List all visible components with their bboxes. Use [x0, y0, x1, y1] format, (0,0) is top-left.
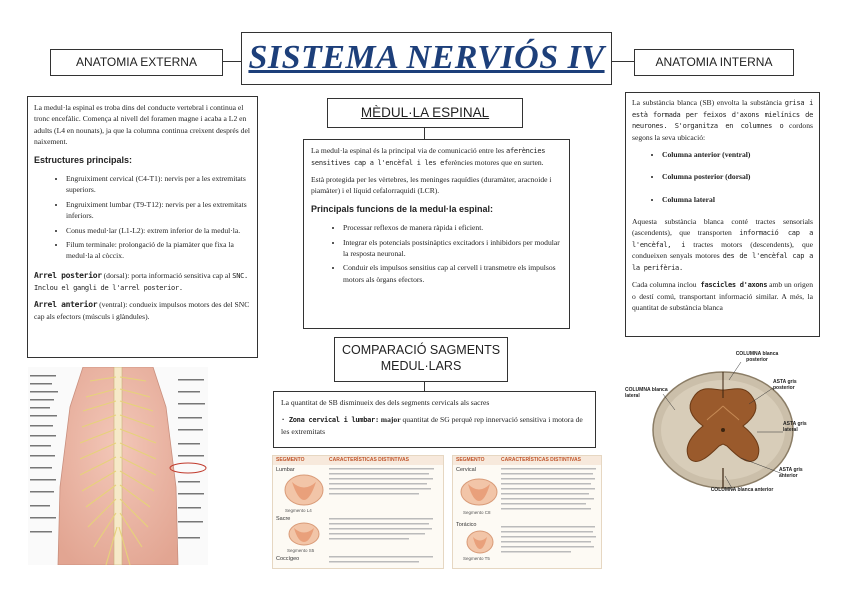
label-cervical: Cervical: [456, 467, 476, 473]
page-title: SISTEMA NERVIÓS IV: [248, 39, 605, 76]
col-caract: CARACTERÍSTICAS DISTINTIVAS: [501, 457, 581, 463]
columns-list: [632, 149, 813, 205]
text-hand: · Zona cervical i lumbar:: [281, 416, 379, 425]
label-seg-t5: Segmento T5: [463, 556, 490, 561]
list-item: • Columna lateral: [662, 194, 813, 205]
label-col-lat: COLUMNA blanca lateral: [625, 387, 668, 399]
header-label: ANATOMIA EXTERNA: [76, 55, 197, 69]
label-seg-c8: Segmento C8: [463, 510, 491, 515]
text-span: erències motores que en surten.: [448, 157, 544, 167]
label-toracic: Torácico: [456, 522, 477, 528]
list-item: • Engruiximent cervical (C4-T1): nervis per a les extremitats superiors.: [66, 173, 251, 196]
connector-center: [424, 128, 425, 139]
compare-line1: La quantitat de SB disminueix des dels segments cervicals als sacres: [281, 398, 490, 407]
connector-right: [612, 61, 634, 62]
list-item: • Engruiximent lumbar (T9-T12): nervis per a les extremitats inferiors.: [66, 199, 251, 222]
anterior-text: (ventral): condueix impulsos motors des del SNC cap als efectors (músculs i glàndules).: [34, 300, 250, 322]
back-anatomy-image: [28, 367, 208, 565]
header-label: ANATOMIA INTERNA: [655, 55, 773, 69]
list-item: • Integrar els potencials postsinàptics excitadors i inhibidors per modular la resposta neuronal.: [343, 237, 562, 260]
list-item: • Processar reflexos de manera ràpida i eficient.: [343, 222, 562, 233]
connector-compare: [424, 382, 425, 391]
posterior-label: Arrel posterior: [34, 270, 102, 280]
list-item: • Conus medul·lar (L1-L2): extrem inferior de la medul·la.: [66, 225, 251, 236]
structures-title: Estructures principals:: [34, 154, 133, 165]
header-line1: COMPARACIÓ SAGMENTS: [341, 343, 501, 357]
list-item: • Columna posterior (dorsal): [662, 171, 813, 182]
label-asta-post: ASTA gris posterior: [773, 379, 797, 391]
col-segment: SEGMENTO: [276, 457, 305, 463]
label-asta-lat: ASTA gris lateral: [783, 421, 807, 433]
text-span: quantitat de SG perquè rep innervació sensitiva i motora de les extremitats: [281, 415, 583, 436]
label-seg-s5: Segmento S5: [287, 548, 315, 553]
text-span: amb un origen o destí comú, transportant informació similar. A més, la quantitat de substància blanca: [632, 280, 814, 313]
center-text-box: [303, 139, 570, 329]
text-lines-left: [329, 468, 439, 568]
header-medulla-espinal: [327, 98, 523, 128]
col-caract: CARACTERÍSTICAS DISTINTIVAS: [329, 457, 409, 463]
center-p1: [311, 145, 562, 168]
center-p2: Està protegida per les vèrtebres, les meninges raquídies (duramàter, aracnoide i piamàter) i el líquid cefalorraquidi (LCR).: [311, 175, 552, 196]
segment-table-left: [272, 455, 444, 569]
right-p2: [632, 216, 813, 273]
title-box: [241, 32, 612, 85]
table-header-bar: [273, 456, 443, 465]
text-span: La substància blanca (SB) envolta la substància: [632, 98, 782, 107]
left-text-box: [27, 96, 258, 358]
col-segment: SEGMENTO: [456, 457, 485, 463]
header-comparacio: [334, 337, 508, 382]
cross-section-sacre: [287, 521, 321, 547]
label-col-ant: COLUMNA blanca anterior: [710, 487, 774, 493]
segment-table-right: [452, 455, 602, 569]
label-col-post: COLUMNA blanca posterior: [735, 351, 779, 363]
anterior-label: Arrel anterior: [34, 300, 98, 310]
label-seg-l4: Segmento L4: [285, 508, 312, 513]
functions-list: [311, 222, 562, 285]
label-sacre: Sacre: [276, 516, 291, 522]
label-coccigi: Coccígeo: [276, 556, 300, 562]
text-lines-right: [501, 468, 599, 568]
text-span: Aquesta substància blanca conté tractes sensorials (ascendents), que transporten: [632, 217, 813, 238]
cross-section-toracic: [465, 529, 495, 555]
label-lumbar: Lumbar: [276, 467, 295, 473]
header-label: MÈDUL·LA ESPINAL: [360, 105, 490, 120]
text-span: Cada columna inclou: [632, 280, 697, 290]
list-item: • Filum terminale: prolongació de la piamàter que fixa la medul·la al còccix.: [66, 239, 251, 262]
text-hand: grisa i està formada per feixos d'axons mielínics de neurones. S'organitza en columnes o: [632, 99, 813, 130]
spinal-nerves-illustration: [28, 367, 208, 565]
spinal-cord-cross-section: [623, 350, 819, 500]
cross-section-lumbar: [283, 473, 325, 507]
structures-list: [34, 173, 251, 262]
header-anatomia-externa: [50, 49, 223, 76]
anterior-paragraph: [34, 299, 251, 322]
text-bold: major: [378, 415, 401, 425]
text-span: tractes motors (descendents), que condueixen senyals motores: [632, 239, 813, 261]
posterior-hand: SNC. Inclou el gangli de l'arrel posterior.: [34, 271, 248, 292]
text-hand: informació cap a l'encèfal, i: [632, 229, 813, 249]
right-p1: [632, 97, 813, 143]
left-intro: La medul·la espinal es troba dins del conducte vertebral i continua el tronc encefàlic. Comença al nivell del foramen magne i acaba a L2 en adults (L4 en nounats), ja que la columna continua creixent després del naixement.: [34, 103, 250, 147]
posterior-text: (dorsal): porta informació sensitiva cap al: [101, 270, 231, 280]
text-hand: des de l'encèfal cap a la perifèria.: [632, 252, 813, 272]
posterior-paragraph: [34, 270, 251, 294]
text-span: cordons segons la seva ubicació:: [632, 121, 813, 142]
list-item: • Columna anterior (ventral): [662, 149, 813, 160]
header-line2: MEDUL·LARS: [380, 359, 462, 373]
cross-section-cervical: [459, 476, 499, 508]
right-text-box: [625, 92, 820, 337]
functions-title: Principals funcions de la medul·la espinal:: [311, 203, 494, 214]
connector-left: [222, 61, 242, 62]
list-item: • Conduir els impulsos sensitius cap al cervell i transmetre els impulsos motors als òrgans efectors.: [343, 262, 562, 285]
text-hand: aferències sensitives cap a l'encèfal i les ef: [311, 147, 546, 167]
table-header-bar: [453, 456, 601, 465]
compare-text-box: [273, 391, 596, 448]
text-hand: fascicles d'axons: [696, 281, 768, 290]
right-p3: [632, 279, 813, 313]
label-asta-ant: ASTA gris anterior: [779, 467, 803, 479]
compare-line2: [281, 414, 588, 437]
header-anatomia-interna: [634, 49, 794, 76]
text-span: La medul·la espinal és la principal via de comunicació entre les: [311, 146, 505, 155]
